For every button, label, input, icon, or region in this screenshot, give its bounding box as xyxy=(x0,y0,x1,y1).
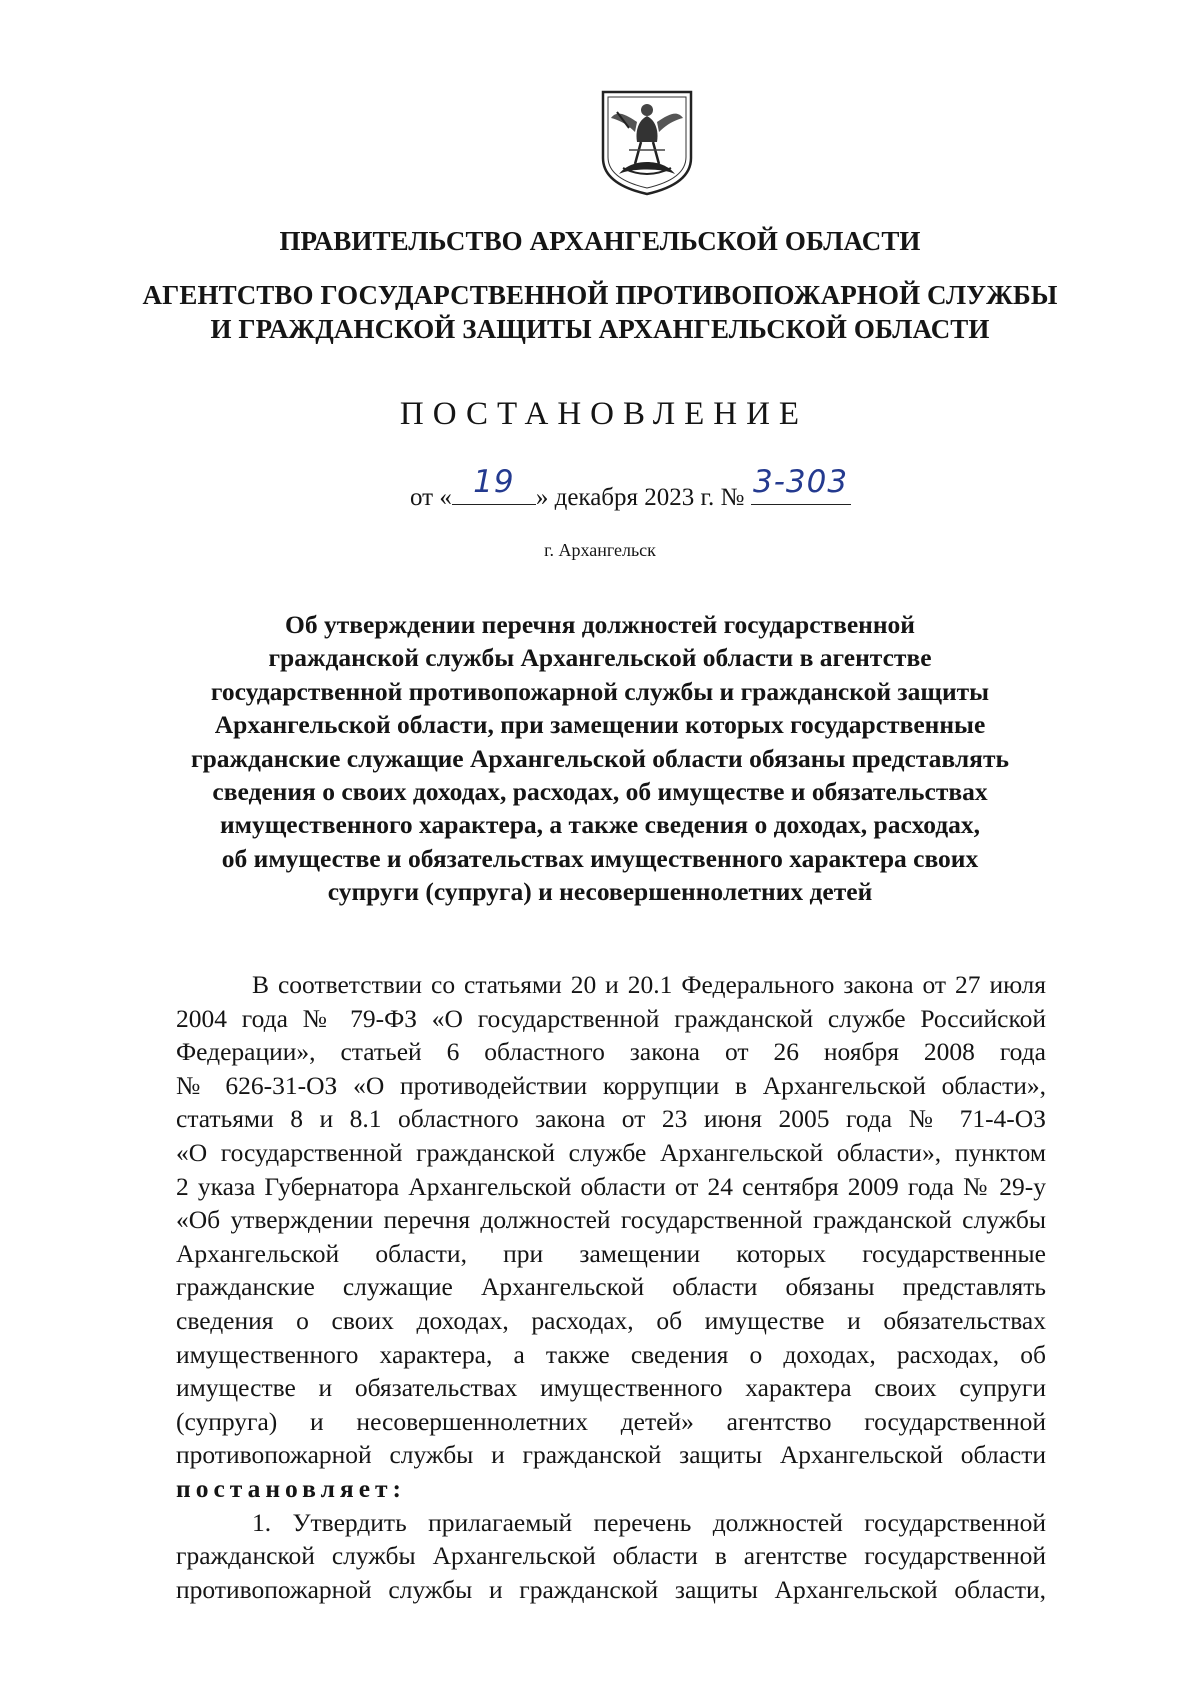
preamble-line: Архангельской области, при замещении которых государственные xyxy=(176,1238,1046,1268)
resolves-word: постановляет: xyxy=(176,1473,407,1503)
preamble-line: статьями 8 и 8.1 областного закона от 23 июня 2005 года № 71-4-ОЗ xyxy=(176,1104,1046,1134)
day-field xyxy=(452,464,536,505)
preamble-line: 2004 года № 79-ФЗ «О государственной гражданской службе Российской xyxy=(176,1003,1046,1033)
subject-line: об имуществе и обязательствах имущественного характера своих xyxy=(221,843,979,873)
preamble-line: Федерации», статьей 6 областного закона от 26 ноября 2008 года xyxy=(176,1037,1046,1067)
preamble-line: «Об утверждении перечня должностей государственной гражданской службы xyxy=(176,1205,1046,1235)
subject-line: гражданские служащие Архангельской области обязаны представлять xyxy=(191,743,1009,773)
government-name: ПРАВИТЕЛЬСТВО АРХАНГЕЛЬСКОЙ ОБЛАСТИ xyxy=(279,226,921,256)
preamble-line: «О государственной гражданской службе Архангельской области», пунктом xyxy=(176,1137,1046,1167)
document-date-number xyxy=(410,464,851,512)
handwritten-number: 3-303 xyxy=(753,464,849,500)
handwritten-day: 19 xyxy=(473,464,515,500)
document-body xyxy=(176,968,1046,1606)
subject-line: государственной противопожарной службы и гражданской защиты xyxy=(210,676,990,706)
date-prefix: от « xyxy=(410,484,452,511)
preamble-line: В соответствии со статьями 20 и 20.1 Федерального закона от 27 июля xyxy=(252,970,1046,999)
subject-line: гражданской службы Архангельской области в агентстве xyxy=(268,643,932,673)
number-field xyxy=(751,464,851,505)
preamble-line: 2 указа Губернатора Архангельской области от 24 сентября 2009 года № 29-у xyxy=(176,1171,1046,1201)
subject-line: супруги (супруга) и несовершеннолетних детей xyxy=(327,877,873,907)
subject-line: сведения о своих доходах, расходах, об имуществе и обязательствах xyxy=(212,777,988,807)
subject-line: Архангельской области, при замещении которых государственные xyxy=(214,710,986,740)
preamble-line: № 626-31-ОЗ «О противодействии коррупции в Архангельской области», xyxy=(176,1070,1046,1100)
preamble-line: (супруга) и несовершеннолетних детей» агентство государственной xyxy=(176,1406,1046,1436)
agency-name xyxy=(0,278,1200,346)
coat-of-arms-icon xyxy=(599,88,695,198)
preamble-line: сведения о своих доходах, расходах, об имуществе и обязательствах xyxy=(176,1305,1046,1335)
subject-line: имущественного характера, а также сведения о доходах, расходах, xyxy=(219,810,981,840)
preamble-line: противопожарной службы и гражданской защиты Архангельской области xyxy=(176,1440,1046,1470)
preamble-line: имущественного характера, а также сведения о доходах, расходах, об xyxy=(176,1339,1046,1369)
agency-name-line: И ГРАЖДАНСКОЙ ЗАЩИТЫ АРХАНГЕЛЬСКОЙ ОБЛАСТИ xyxy=(210,314,990,344)
item-1-line: гражданской службы Архангельской области в агентстве государственной xyxy=(176,1541,1046,1571)
preamble-line: имуществе и обязательствах имущественного характера своих супруги xyxy=(176,1373,1046,1403)
agency-name-line: АГЕНТСТВО ГОСУДАРСТВЕННОЙ ПРОТИВОПОЖАРНОЙ СЛУЖБЫ xyxy=(142,280,1058,310)
item-1-line: противопожарной службы и гражданской защиты Архангельской области, xyxy=(176,1574,1046,1604)
date-month-year: » декабря 2023 г. № xyxy=(535,484,745,511)
document-type: ПОСТАНОВЛЕНИЕ xyxy=(399,396,809,432)
city: г. Архангельск xyxy=(544,540,656,560)
item-1-line: 1. Утвердить прилагаемый перечень должностей государственной xyxy=(252,1507,1046,1537)
preamble-line: гражданские служащие Архангельской области обязаны представлять xyxy=(176,1272,1046,1302)
document-subject xyxy=(150,608,1050,909)
subject-line: Об утверждении перечня должностей государственной xyxy=(285,610,915,639)
